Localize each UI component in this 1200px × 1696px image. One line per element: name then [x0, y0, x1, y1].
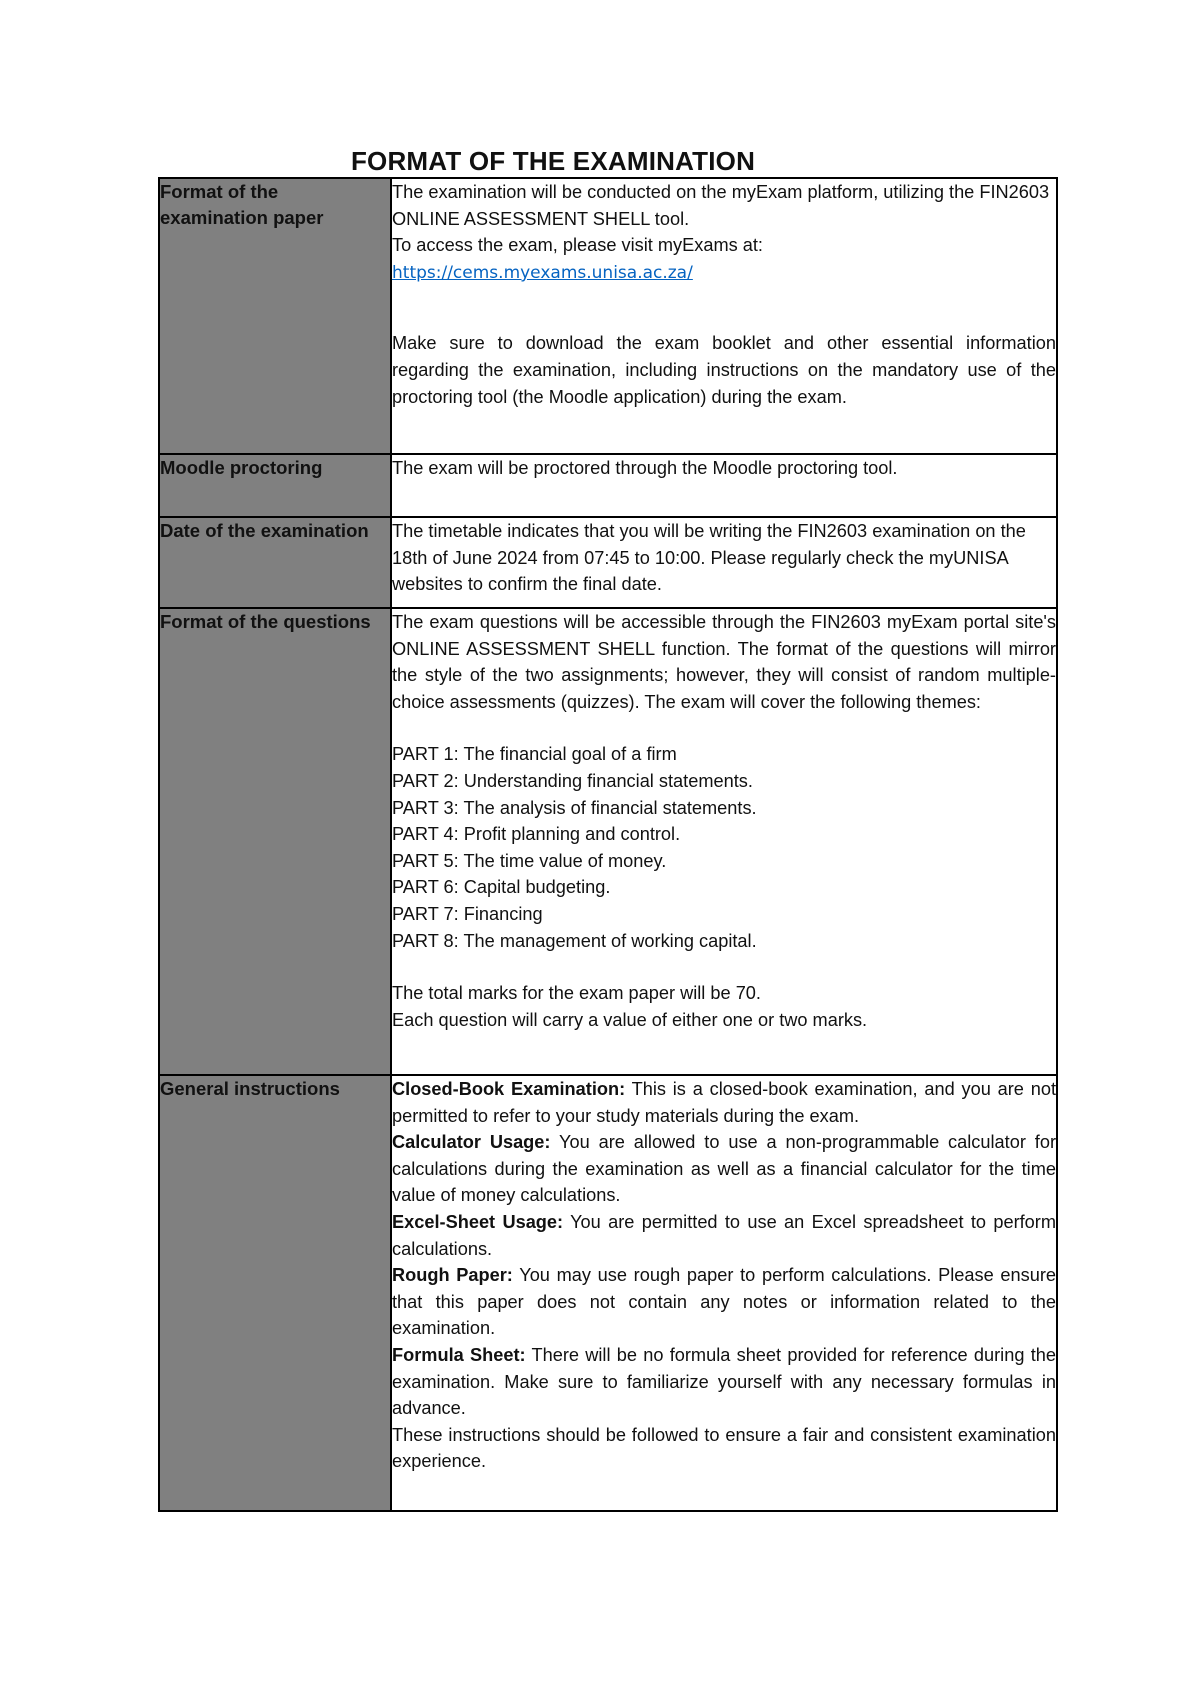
list-item: PART 2: Understanding financial statements. — [392, 770, 753, 791]
row-date — [159, 517, 1057, 608]
calculator-text: You are allowed to use a non-programmable calculator for calculations during the examination as well as a financial calculator for the time value of money calculations. — [392, 1132, 1056, 1206]
label-questions: Format of the questions — [159, 608, 391, 1075]
page-title: FORMAT OF THE EXAMINATION — [350, 146, 756, 176]
excel-title: Excel-Sheet Usage: — [392, 1211, 564, 1232]
questions-each: Each question will carry a value of either one or two marks. — [392, 1009, 868, 1030]
formula-sheet-title: Formula Sheet: — [392, 1344, 526, 1365]
rough-paper-title: Rough Paper: — [392, 1265, 513, 1286]
content-paper-format — [391, 178, 1057, 454]
list-item: PART 7: Financing — [392, 903, 543, 924]
list-item: PART 6: Capital budgeting. — [392, 877, 611, 898]
closing-text: These instructions should be followed to ensure a fair and consistent examination experience. — [392, 1424, 1056, 1472]
questions-intro: The exam questions will be accessible through the FIN2603 myExam portal site's ONLINE ASSESSMENT SHELL function. The format of the questions will mirror the style of the two assignments; however, they will consist of random multiple-choice assessments (quizzes). The exam will cover the following themes: — [392, 612, 1056, 712]
exam-format-table — [158, 177, 1058, 1512]
list-item: PART 3: The analysis of financial statements. — [392, 797, 757, 818]
excel-text: You are permitted to use an Excel spreadsheet to perform calculations. — [392, 1211, 1056, 1259]
list-item: PART 1: The financial goal of a firm — [392, 744, 677, 765]
label-date: Date of the examination — [159, 517, 391, 608]
list-item: PART 5: The time value of money. — [392, 850, 667, 871]
content-general — [391, 1075, 1057, 1511]
rough-paper-text: You may use rough paper to perform calculations. Please ensure that this paper does not contain any notes or information related to the examination. — [392, 1265, 1056, 1339]
paper-line-2: To access the exam, please visit myExams at: — [392, 235, 763, 256]
questions-total: The total marks for the exam paper will be 70. — [392, 983, 761, 1004]
content-proctoring: The exam will be proctored through the Moodle proctoring tool. — [391, 454, 1057, 517]
row-general — [159, 1075, 1057, 1511]
label-general: General instructions — [159, 1075, 391, 1511]
content-date: The timetable indicates that you will be writing the FIN2603 examination on the 18th of June 2024 from 07:45 to 10:00. Please regularly check the myUNISA websites to confirm the final date. — [391, 517, 1057, 608]
paper-line-3: Make sure to download the exam booklet and other essential information regarding the examination, including instructions on the mandatory use of the proctoring tool (the Moodle application) during the exam. — [392, 333, 1056, 407]
paper-line-1: The examination will be conducted on the myExam platform, utilizing the FIN2603 ONLINE ASSESSMENT SHELL tool. — [392, 182, 1050, 229]
row-questions — [159, 608, 1057, 1075]
list-item: PART 8: The management of working capital. — [392, 930, 757, 951]
formula-sheet-text: There will be no formula sheet provided for reference during the examination. Make sure to familiarize yourself with any necessary formulas in advance. — [392, 1344, 1056, 1419]
calculator-title: Calculator Usage: — [392, 1132, 551, 1153]
row-paper-format — [159, 178, 1057, 454]
closed-book-text: This is a closed-book examination, and you are not permitted to refer to your study materials during the exam. — [392, 1079, 1056, 1126]
closed-book-title: Closed-Book Examination: — [392, 1079, 626, 1099]
label-proctoring: Moodle proctoring — [159, 454, 391, 517]
list-item: PART 4: Profit planning and control. — [392, 824, 681, 845]
content-questions — [391, 608, 1057, 1075]
row-proctoring — [159, 454, 1057, 517]
myexams-link[interactable]: https://cems.myexams.unisa.ac.za/ — [392, 262, 693, 283]
label-paper-format: Format of the examination paper — [159, 178, 391, 454]
